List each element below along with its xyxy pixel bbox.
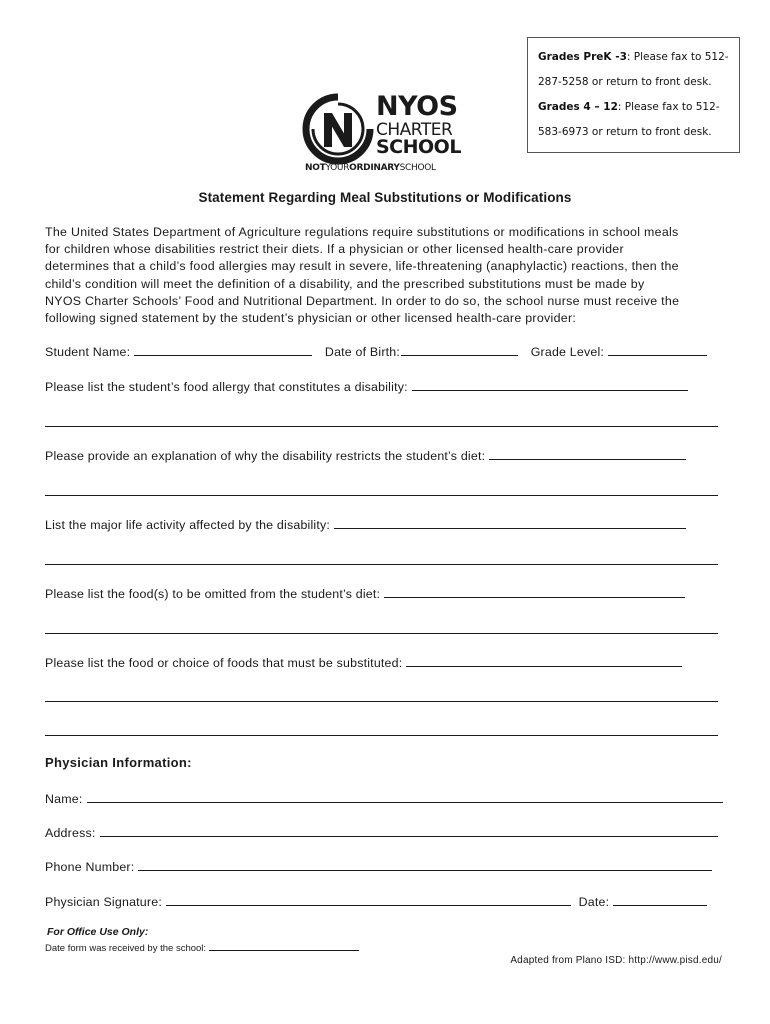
food-allergy-label: Please list the student’s food allergy that constitutes a disability: <box>45 380 408 394</box>
fax-line-3: Grades 4 – 12: Please fax to 512- <box>538 101 720 113</box>
food-allergy-row <box>45 378 688 394</box>
fax-line-4: 583-6973 or return to front desk. <box>538 126 712 138</box>
physician-name-row <box>45 790 723 806</box>
intro-line: determines that a child’s food allergies may result in severe, life-threatening (anaphylactic) reactions, then the <box>45 259 679 274</box>
fax-line-1: Grades PreK -3: Please fax to 512- <box>538 51 729 63</box>
signature-date-label: Date: <box>578 895 610 909</box>
intro-line: following signed statement by the student’s physician or other licensed health-care provider: <box>45 311 577 326</box>
life-activity-field[interactable] <box>334 516 686 529</box>
foods-substituted-label: Please list the food or choice of foods that must be substituted: <box>45 656 403 670</box>
date-of-birth-field[interactable] <box>401 343 518 356</box>
life-activity-row <box>45 516 686 532</box>
foods-substituted-field[interactable] <box>406 654 682 667</box>
foods-omitted-extra-line[interactable] <box>45 633 718 634</box>
foods-omitted-field[interactable] <box>384 585 685 598</box>
physician-address-label: Address: <box>45 826 96 840</box>
physician-signature-row <box>45 893 707 909</box>
life-activity-extra-line[interactable] <box>45 564 718 565</box>
food-allergy-extra-line[interactable] <box>45 426 718 427</box>
intro-paragraph <box>45 224 735 327</box>
physician-phone-label: Phone Number: <box>45 860 135 874</box>
intro-line: for children whose disabilities restrict their diets. If a physician or other licensed health-care provider <box>45 242 624 257</box>
foods-substituted-extra-line-1[interactable] <box>45 701 718 702</box>
physician-address-field[interactable] <box>100 824 718 837</box>
foods-omitted-row <box>45 585 685 601</box>
adapted-from-note: Adapted from Plano ISD: http://www.pisd.edu/ <box>510 955 722 966</box>
office-received-row <box>45 941 359 954</box>
student-info-row <box>45 343 707 359</box>
physician-signature-field[interactable] <box>166 893 571 906</box>
logo-word-school: SCHOOL <box>376 136 461 158</box>
foods-substituted-row <box>45 654 682 670</box>
intro-line: The United States Department of Agriculture regulations require substitutions or modifications in school meals <box>45 225 679 239</box>
physician-name-label: Name: <box>45 792 83 806</box>
grade-level-label: Grade Level: <box>530 345 605 359</box>
logo-word-nyos: NYOS <box>376 91 458 122</box>
fax-line-2: 287-5258 or return to front desk. <box>538 76 712 88</box>
physician-info-heading: Physician Information: <box>45 755 192 770</box>
nyos-emblem-icon <box>302 93 374 165</box>
explanation-extra-line[interactable] <box>45 495 718 496</box>
page-title: Statement Regarding Meal Substitutions or Modifications <box>198 190 572 205</box>
office-received-label: Date form was received by the school: <box>45 943 207 954</box>
life-activity-label: List the major life activity affected by the disability: <box>45 518 331 532</box>
intro-line: child’s condition will meet the definition of a disability, and the prescribed substitutions must be made by <box>45 276 645 291</box>
student-name-label: Student Name: <box>45 345 131 359</box>
physician-name-field[interactable] <box>87 790 723 803</box>
signature-date-field[interactable] <box>613 893 707 906</box>
explanation-label: Please provide an explanation of why the disability restricts the student’s diet: <box>45 449 486 463</box>
fax-instructions-box <box>527 37 740 153</box>
foods-omitted-label: Please list the food(s) to be omitted from the student’s diet: <box>45 587 381 601</box>
nyos-logo <box>302 93 467 175</box>
explanation-row <box>45 447 686 463</box>
grade-level-field[interactable] <box>608 343 707 356</box>
explanation-field[interactable] <box>489 447 686 460</box>
office-received-field[interactable] <box>209 941 359 951</box>
physician-address-row <box>45 824 718 840</box>
food-allergy-field[interactable] <box>412 378 688 391</box>
intro-line: NYOS Charter Schools’ Food and Nutritional Department. In order to do so, the school nurse must receive the <box>45 293 680 308</box>
logo-word-charter: CHARTER <box>376 120 453 140</box>
office-use-heading: For Office Use Only: <box>47 926 149 938</box>
physician-phone-field[interactable] <box>138 858 712 871</box>
physician-phone-row <box>45 858 712 874</box>
physician-signature-label: Physician Signature: <box>45 895 162 909</box>
student-name-field[interactable] <box>134 343 312 356</box>
foods-substituted-extra-line-2[interactable] <box>45 735 718 736</box>
logo-tagline: NOTYOURORDINARYSCHOOL <box>305 163 436 173</box>
date-of-birth-label: Date of Birth: <box>324 345 401 359</box>
